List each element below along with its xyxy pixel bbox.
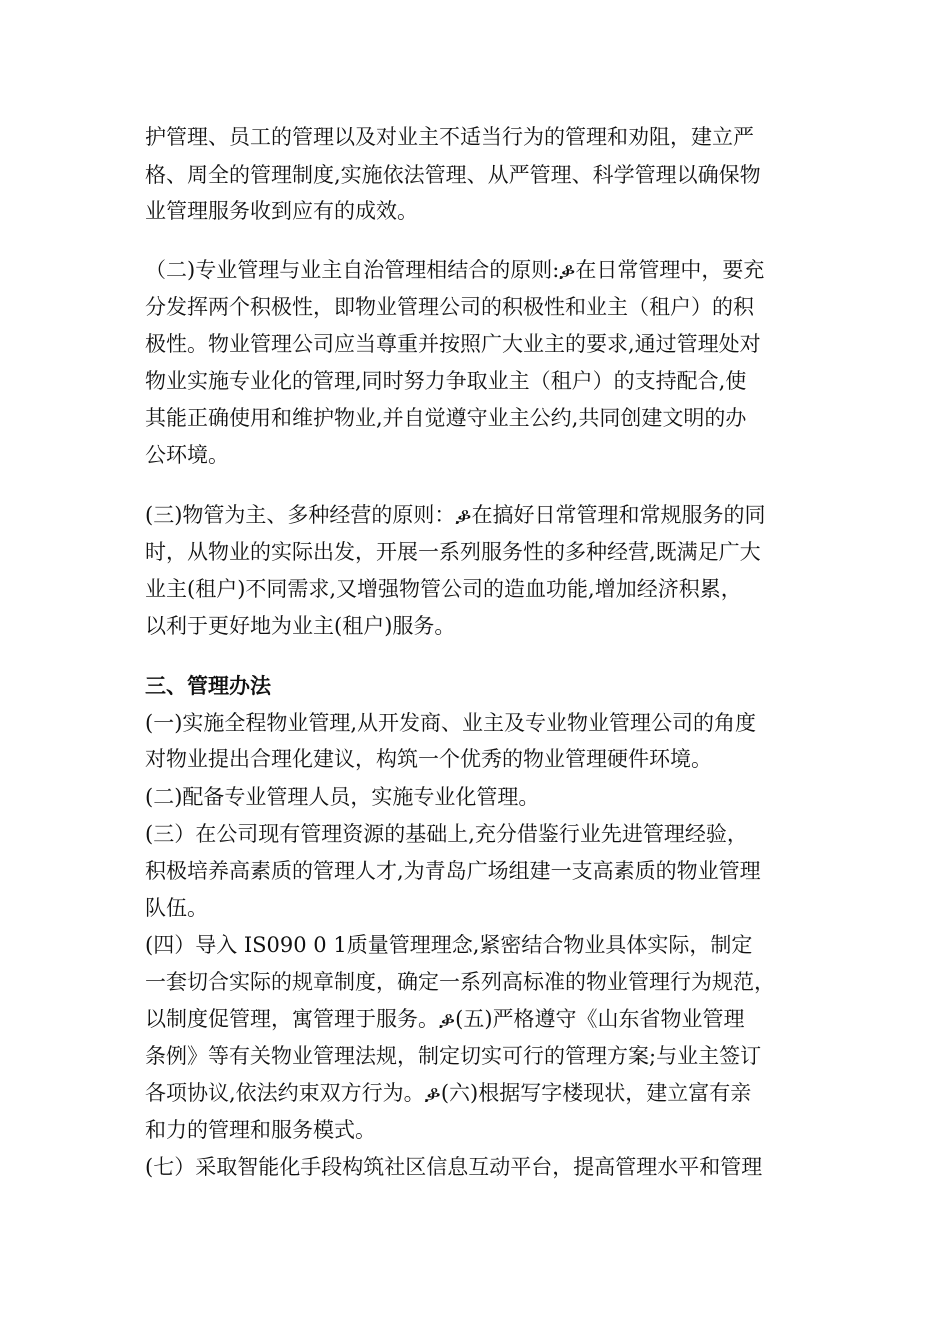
paragraph-line: 物业实施专业化的管理,同时努力争取业主（租户）的支持配合,使 xyxy=(145,369,747,393)
section-heading: 三、管理办法 xyxy=(145,673,271,698)
paragraph-line: 极性。物业管理公司应当尊重并按照广大业主的要求,通过管理处对 xyxy=(145,332,761,356)
paragraph-line: (四）导入 IS090 0 1质量管理理念,紧密结合物业具体实际，制定 xyxy=(145,933,753,957)
paragraph-line: 其能正确使用和维护物业,并自觉遵守业主公约,共同创建文明的办 xyxy=(145,406,747,430)
paragraph-line: 各项协议,依法约束双方行为。ቇ(六)根据写字楼现状，建立富有亲 xyxy=(145,1081,752,1105)
paragraph-line: 条例》等有关物业管理法规，制定切实可行的管理方案;与业主签订 xyxy=(145,1044,762,1068)
paragraph-line: 业主(租户)不同需求,又增强物管公司的造血功能,增加经济积累， xyxy=(145,577,742,601)
paragraph-line: 护管理、员工的管理以及对业主不适当行为的管理和劝阻，建立严 xyxy=(145,125,754,149)
paragraph-line: (二)配备专业管理人员，实施专业化管理。 xyxy=(145,785,540,809)
paragraph-line: 以制度促管理，寓管理于服务。ቇ(五)严格遵守《山东省物业管理 xyxy=(145,1007,745,1031)
paragraph-line: 一套切合实际的规章制度，确定一系列高标准的物业管理行为规范， xyxy=(145,970,775,994)
paragraph-line: (三）在公司现有管理资源的基础上,充分借鉴行业先进管理经验， xyxy=(145,822,748,846)
paragraph-line: （二)专业管理与业主自治管理相结合的原则:ቇ在日常管理中，要充 xyxy=(145,258,765,282)
paragraph-line: 公环境。 xyxy=(145,443,229,467)
paragraph-line: 分发挥两个积极性，即物业管理公司的积极性和业主（租户）的积 xyxy=(145,295,754,319)
paragraph-line: (一)实施全程物业管理,从开发商、业主及专业物业管理公司的角度 xyxy=(145,711,757,735)
paragraph-line: 以利于更好地为业主(租户)服务。 xyxy=(145,614,456,638)
paragraph-line: 对物业提出合理化建议，构筑一个优秀的物业管理硬件环境。 xyxy=(145,747,712,771)
paragraph-line: 业管理服务收到应有的成效。 xyxy=(145,199,418,223)
paragraph-line: 时，从物业的实际出发，开展一系列服务性的多种经营,既满足广大 xyxy=(145,540,761,564)
paragraph-line: 积极培养高素质的管理人才,为青岛广场组建一支高素质的物业管理 xyxy=(145,859,761,883)
paragraph-line: (七）采取智能化手段构筑社区信息互动平台，提高管理水平和管理 xyxy=(145,1155,763,1179)
paragraph-line: (三)物管为主、多种经营的原则：ቇ在搞好日常管理和常规服务的同 xyxy=(145,503,766,527)
paragraph-line: 格、周全的管理制度,实施依法管理、从严管理、科学管理以确保物 xyxy=(145,163,761,187)
paragraph-line: 队伍。 xyxy=(145,896,208,920)
paragraph-line: 和力的管理和服务模式。 xyxy=(145,1118,376,1142)
